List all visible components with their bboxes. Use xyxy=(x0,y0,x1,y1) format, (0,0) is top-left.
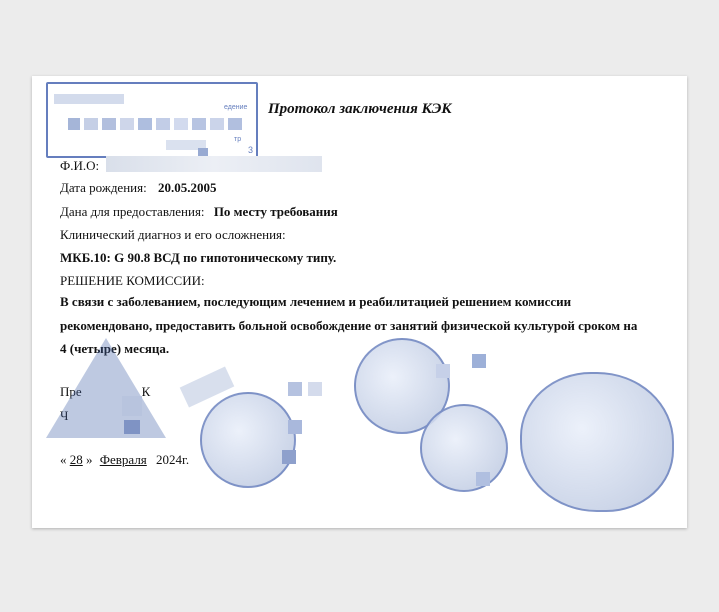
redaction-block xyxy=(122,396,142,416)
diagnosis-label: Клинический диагноз и его осложнения: xyxy=(60,227,286,242)
redaction-block xyxy=(124,420,140,434)
round-seal xyxy=(200,392,296,488)
large-seal xyxy=(520,372,674,512)
redaction-block xyxy=(472,354,486,368)
birth-label: Дата рождения: xyxy=(60,180,147,195)
redaction-block xyxy=(288,382,302,396)
round-seal xyxy=(420,404,508,492)
date-day: 28 xyxy=(69,452,83,467)
redaction-block xyxy=(436,364,450,378)
triangle-stamp xyxy=(46,338,166,438)
issued-label: Дана для предоставления: xyxy=(60,204,205,219)
decision-label: РЕШЕНИЕ КОМИССИИ: xyxy=(60,273,205,288)
signature-line: Пре К xyxy=(60,384,151,399)
redaction-block xyxy=(288,420,302,434)
decision-text: рекомендовано, предоставить больной освобождение от занятий физической культурой сроком на xyxy=(60,318,638,333)
fio-label: Ф.И.О: xyxy=(60,158,100,173)
document-title: Протокол заключения КЭК xyxy=(268,101,452,117)
decision-text: В связи с заболеванием, последующим лечением и реабилитацией решением комиссии xyxy=(60,294,572,309)
icd-line: МКБ.10: G 90.8 ВСД по гипотоническому типу. xyxy=(60,250,337,265)
redaction-block xyxy=(282,450,296,464)
stamp-text: тр xyxy=(234,136,242,143)
issued-value: По месту требования xyxy=(213,204,338,219)
date-year: 2024г. xyxy=(156,452,190,467)
stamp-text: 3 xyxy=(248,145,254,155)
decision-text: 4 (четыре) месяца. xyxy=(60,341,170,356)
birth-value: 20.05.2005 xyxy=(157,180,217,195)
signature-line: Ч xyxy=(60,408,69,423)
date-month: Февраля xyxy=(99,452,147,467)
redacted-name xyxy=(106,156,322,172)
stamp-text: едение xyxy=(224,104,248,111)
redaction-block xyxy=(308,382,322,396)
document-page xyxy=(32,76,687,528)
date-line: « 28 » Февраля 2024г. xyxy=(60,452,190,467)
clinic-stamp xyxy=(46,82,258,158)
redaction-block xyxy=(476,472,490,486)
